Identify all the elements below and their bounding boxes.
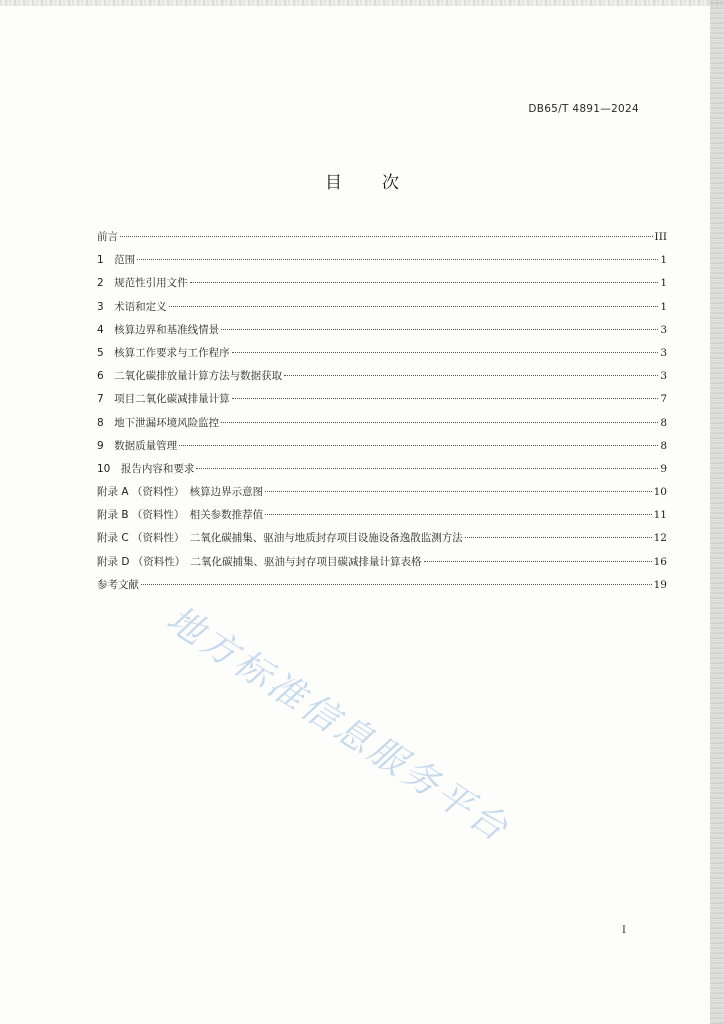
- toc-entry-page: 3: [660, 346, 667, 359]
- scan-right-edge: [710, 0, 724, 1024]
- toc-entry-page: 1: [660, 300, 667, 313]
- toc-entry-1[interactable]: [97, 252, 667, 275]
- toc-entry-label: 1 范围: [97, 254, 136, 267]
- toc-entry-7[interactable]: [97, 391, 667, 414]
- toc-entry-label: 附录 C （资料性） 二氧化碳捕集、驱油与地质封存项目设施设备逸散监测方法: [97, 532, 463, 545]
- toc-entry-page: 1: [660, 277, 667, 290]
- toc-entry-4[interactable]: [97, 322, 667, 345]
- toc-leader-dots: [141, 584, 652, 585]
- toc-entry-page: 3: [660, 323, 667, 336]
- toc-entry-10[interactable]: [97, 461, 667, 484]
- toc-entry-page: 19: [653, 578, 667, 591]
- toc-leader-dots: [284, 375, 658, 376]
- toc-leader-dots: [190, 282, 659, 283]
- toc-leader-dots: [137, 259, 658, 260]
- toc-entry-page: 11: [653, 509, 667, 522]
- toc-entry-5[interactable]: [97, 345, 667, 368]
- toc-entry-3[interactable]: [97, 299, 667, 322]
- toc-entry-label: 参考文献: [97, 578, 139, 591]
- toc-entry-label: 3 术语和定义: [97, 300, 167, 313]
- toc-entry-label: 附录 B （资料性） 相关参数推荐值: [97, 509, 264, 522]
- toc-entry-label: 5 核算工作要求与工作程序: [97, 346, 230, 359]
- toc-leader-dots: [196, 468, 658, 469]
- toc-leader-dots: [424, 561, 652, 562]
- toc-leader-dots: [232, 352, 659, 353]
- toc-entry-label: 附录 D （资料性） 二氧化碳捕集、驱油与封存项目碳减排量计算表格: [97, 555, 422, 568]
- toc-title: 目次: [325, 173, 439, 193]
- toc-leader-dots: [179, 445, 658, 446]
- toc-entry-page: III: [654, 231, 667, 243]
- toc-entry-appendix-a[interactable]: [97, 484, 667, 507]
- toc-leader-dots: [265, 514, 651, 515]
- toc-entry-8[interactable]: [97, 415, 667, 438]
- toc-entry-label: 前言: [97, 231, 118, 243]
- document-code: DB65/T 4891—2024: [528, 103, 639, 115]
- toc-entry-label: 10 报告内容和要求: [97, 462, 195, 475]
- toc-entry-page: 1: [660, 254, 667, 267]
- table-of-contents: [97, 229, 667, 600]
- scan-top-edge: [0, 0, 724, 6]
- page-number: I: [621, 924, 626, 936]
- toc-entry-label: 2 规范性引用文件: [97, 277, 188, 290]
- toc-entry-page: 8: [660, 416, 667, 429]
- toc-entry-page: 7: [660, 393, 667, 406]
- toc-entry-page: 10: [653, 486, 667, 499]
- toc-entry-page: 12: [653, 532, 667, 545]
- toc-entry-appendix-b[interactable]: [97, 507, 667, 530]
- toc-entry-page: 8: [660, 439, 667, 452]
- toc-entry-page: 9: [660, 462, 667, 475]
- toc-leader-dots: [120, 236, 653, 237]
- toc-leader-dots: [221, 422, 658, 423]
- watermark-text: 地方标准信息服务平台: [159, 598, 518, 851]
- toc-entry-page: 3: [660, 370, 667, 383]
- toc-entry-foreword[interactable]: [97, 229, 667, 252]
- toc-entry-page: 16: [653, 555, 667, 568]
- toc-entry-6[interactable]: [97, 368, 667, 391]
- toc-entry-label: 6 二氧化碳排放量计算方法与数据获取: [97, 370, 283, 383]
- toc-leader-dots: [265, 491, 652, 492]
- toc-entry-2[interactable]: [97, 275, 667, 298]
- toc-entry-label: 附录 A （资料性） 核算边界示意图: [97, 486, 264, 499]
- toc-leader-dots: [232, 398, 659, 399]
- toc-entry-appendix-c[interactable]: [97, 530, 667, 553]
- toc-leader-dots: [221, 329, 658, 330]
- toc-entry-9[interactable]: [97, 438, 667, 461]
- toc-entry-appendix-d[interactable]: [97, 554, 667, 577]
- toc-leader-dots: [465, 537, 652, 538]
- toc-entry-label: 7 项目二氧化碳减排量计算: [97, 393, 230, 406]
- toc-leader-dots: [169, 306, 659, 307]
- toc-entry-label: 8 地下泄漏环境风险监控: [97, 416, 220, 429]
- toc-entry-label: 9 数据质量管理: [97, 439, 178, 452]
- toc-entry-label: 4 核算边界和基准线情景: [97, 323, 220, 336]
